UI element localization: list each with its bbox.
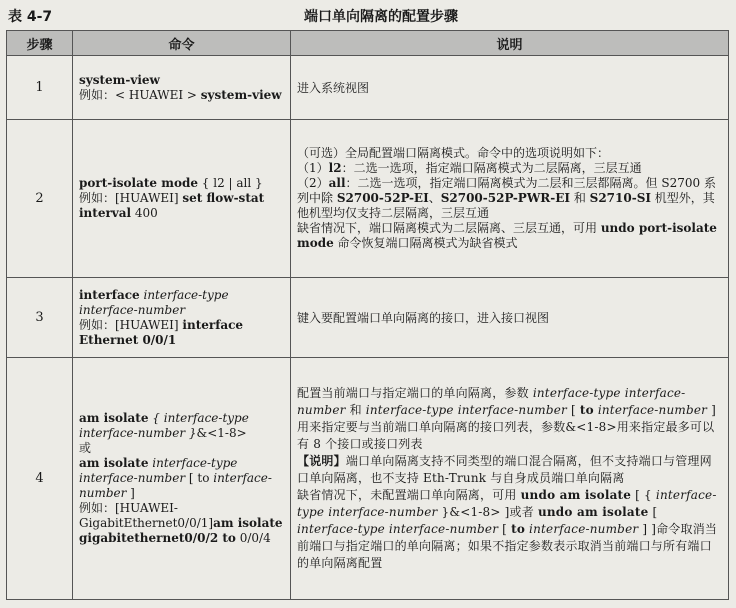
desc-conjunction: 和 (570, 191, 590, 205)
command-repeat: &<1-8> (196, 426, 247, 440)
desc-text: [ { (631, 488, 656, 502)
description-cell (291, 358, 729, 600)
step-number: 4 (7, 358, 73, 600)
example-prefix: 例如：[HUAWEI] (79, 191, 183, 205)
desc-text: 命令恢复端口隔离模式为缺省模式 (333, 236, 518, 250)
desc-intro: （可选）全局配置端口隔离模式。命令中的选项说明如下： (297, 146, 610, 160)
desc-model: S2700-52P-EI (336, 191, 429, 205)
desc-option-num: （1） (297, 161, 329, 175)
command-bracket: ] (126, 486, 135, 500)
command-keyword: interface (79, 287, 140, 302)
desc-undo-command: undo port-isolate mode (297, 221, 717, 250)
example-value: 0/0/4 (235, 531, 271, 545)
desc-undo-command: undo am isolate (520, 488, 632, 502)
command-or: 或 (79, 441, 92, 455)
command-keyword: port-isolate mode (79, 176, 198, 190)
desc-text: 和 (345, 403, 366, 417)
table-header-row (7, 31, 729, 56)
table-number: 表 4-7 (8, 9, 53, 25)
command-keyword: am isolate (79, 411, 149, 425)
header-command: 命令 (73, 31, 291, 56)
example-command: system-view (200, 87, 282, 102)
command-cell (73, 56, 291, 120)
description-cell (291, 120, 729, 278)
desc-option-text: ：二选一选项，指定端口隔离模式为二层和三层都隔离。但 S2700 系列中除 (297, 176, 716, 205)
desc-text: ]用来指定要与当前端口单向隔离的接口列表，参数&<1-8>用来指定最多可以有 8 个接口或接口列表 (297, 403, 717, 451)
desc-param: interface-type interface-number (297, 488, 717, 519)
desc-text: 缺省情况下，未配置端口单向隔离，可用 (297, 488, 521, 502)
example-command: interface Ethernet 0/0/1 (79, 317, 244, 347)
example-prefix: 例如：[HUAWEI] (79, 317, 183, 332)
description-cell: 进入系统视图 (291, 56, 729, 120)
example-prefix: 例如：[HUAWEI-GigabitEthernet0/0/1] (79, 501, 214, 530)
desc-undo-command: undo am isolate (537, 505, 649, 519)
desc-param: interface-type interface-number (297, 522, 499, 536)
desc-keyword: to (579, 403, 594, 417)
command-cell (73, 358, 291, 600)
desc-param: interface-number (597, 403, 708, 417)
command-param: interface-type interface-number (79, 456, 238, 485)
note-text: 端口单向隔离支持不同类型的端口混合隔离，但不支持端口与管理网口单向隔离，也不支持 Eth-Trunk 与自身成员端口单向隔离 (297, 454, 712, 485)
example-command: set flow-stat interval (79, 191, 265, 220)
step-number: 2 (7, 120, 73, 278)
desc-text: [ (648, 505, 658, 519)
desc-option-l2: l2 (328, 161, 342, 175)
desc-keyword: to (511, 522, 526, 536)
example-value: 400 (131, 206, 158, 220)
table-row (7, 56, 729, 120)
desc-text: 配置当前端口与指定端口的单向隔离，参数 (297, 386, 533, 400)
desc-model: S2710-SI (589, 191, 651, 205)
desc-option-text: ：二选一选项，指定端口隔离模式为二层隔离，三层互通 (341, 161, 642, 175)
desc-option-num: （2） (297, 176, 329, 190)
command-cell (73, 278, 291, 358)
desc-param: interface-number (529, 522, 639, 536)
desc-model: S2700-52P-PWR-EI (440, 191, 571, 205)
desc-text: }&<1-8> ]或者 (437, 505, 538, 519)
table-row (7, 120, 729, 278)
command-param: { interface-type interface-number } (79, 411, 249, 440)
note-tag: 【说明】 (297, 454, 346, 468)
desc-text: [ (566, 403, 580, 417)
desc-text: ] ]命令取消当前端口与指定端口的单向隔离；如果不指定参数表示取消当前端口与所有端口的单向隔离配置 (297, 522, 718, 570)
command-param: interface-number (79, 471, 272, 500)
step-number: 1 (7, 56, 73, 120)
table-row (7, 278, 729, 358)
command-bracket: [ to (185, 471, 214, 485)
table-row (7, 358, 729, 600)
table-title: 端口单向隔离的配置步骤 (304, 9, 458, 25)
desc-text: 机型外，其他机型均仅支持二层隔离，三层互通 (297, 191, 715, 220)
desc-param: interface-type interface-number (365, 403, 567, 417)
description-cell: 键入要配置端口单向隔离的接口，进入接口视图 (291, 278, 729, 358)
command-keyword: system-view (79, 72, 160, 87)
example-command: am isolate gigabitethernet0/0/2 to (79, 516, 283, 545)
header-description: 说明 (291, 31, 729, 56)
command-options: { l2 | all } (197, 176, 263, 190)
desc-separator: 、 (428, 191, 441, 205)
command-param: interface-type interface-number (79, 287, 229, 317)
step-number: 3 (7, 278, 73, 358)
command-cell (73, 120, 291, 278)
header-step: 步骤 (7, 31, 73, 56)
desc-default: 缺省情况下，端口隔离模式为二层隔离、三层互通，可用 (297, 221, 601, 235)
desc-param: interface-type interface-number (297, 386, 686, 417)
command-keyword: am isolate (79, 456, 149, 470)
config-steps-table (6, 30, 729, 600)
desc-option-all: all (328, 176, 346, 190)
table-caption (8, 4, 728, 26)
desc-text: [ (498, 522, 512, 536)
example-prefix: 例如：< HUAWEI > (79, 87, 201, 102)
